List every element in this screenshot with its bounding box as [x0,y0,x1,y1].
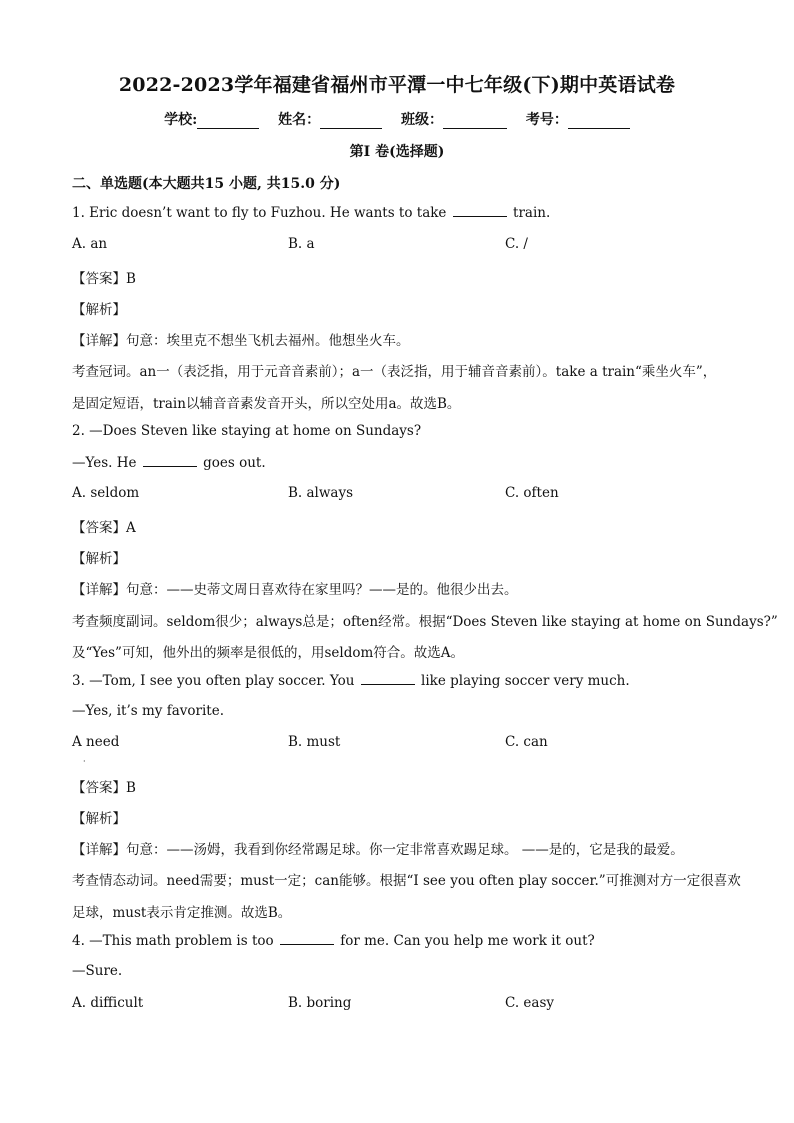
question-2-stem-1: 2. —Does Steven like staying at home on Sundays? [72,423,422,439]
volume-heading: 第I 卷(选择题) [349,144,445,160]
question-1-analysis: 【解析】 [72,302,126,318]
class-blank[interactable] [443,114,507,129]
question-3-text: 3. —Tom, I see you often play soccer. You [72,673,355,689]
question-4-option-c[interactable]: C. easy [505,995,555,1011]
question-2-option-a[interactable]: A. seldom [72,485,140,501]
question-2-analysis: 【解析】 [72,551,126,567]
question-4-blank [280,932,334,945]
number-label: 考号： [525,112,568,128]
question-3-answer: 【答案】B [72,780,136,796]
question-3-option-b[interactable]: B. must [288,734,341,750]
question-3-text-end: like playing soccer very much. [421,673,630,689]
question-1-answer: 【答案】B [72,271,136,287]
question-3-detail: 【详解】句意：——汤姆，我看到你经常踢足球。你一定非常喜欢踢足球。 ——是的，它是我的最爱。 [72,842,684,858]
question-2-text: —Yes. He [72,455,137,471]
question-4-option-a[interactable]: A. difficult [72,995,144,1011]
number-blank[interactable] [568,114,630,129]
question-3-stem-2: —Yes, it’s my favorite. [72,703,224,719]
section-heading: 二、单选题(本大题共15 小题, 共15.0 分) [72,176,341,192]
class-field [401,109,507,129]
question-3-option-c[interactable]: C. can [505,734,548,750]
question-1-option-c[interactable]: C. / [505,236,528,252]
question-4-stem-2: —Sure. [72,963,123,979]
name-label: 姓名： [278,112,321,128]
number-field [526,109,630,129]
question-2-answer: 【答案】A [72,520,136,536]
stray-dot-mark: · [83,757,86,766]
question-1-explanation-1: 考查冠词。an一（表泛指，用于元音音素前）；a一（表泛指，用于辅音音素前）。take a train“乘坐火车”， [72,364,717,380]
question-1-stem [72,204,550,221]
school-label: 学校: [164,112,198,128]
question-1-option-a[interactable]: A. an [72,236,108,252]
name-blank[interactable] [320,114,382,129]
question-2-option-b[interactable]: B. always [288,485,354,501]
question-3-stem-1 [72,672,630,689]
question-1-text: 1. Eric doesn’t want to fly to Fuzhou. He wants to take [72,205,447,221]
question-2-text-end: goes out. [203,455,266,471]
question-3-analysis: 【解析】 [72,811,126,827]
question-4-text-end: for me. Can you help me work it out? [340,933,595,949]
question-1-explanation-2: 是固定短语，train以辅音音素发音开头，所以空处用a。故选B。 [72,396,461,412]
name-field [278,109,382,129]
school-field [164,109,259,129]
question-2-option-c[interactable]: C. often [505,485,559,501]
question-1-detail: 【详解】句意：埃里克不想坐飞机去福州。他想坐火车。 [72,333,410,349]
page-title: 2022-2023学年福建省福州市平潭一中七年级(下)期中英语试卷 [118,74,676,96]
question-3-explanation-2: 足球，must表示肯定推测。故选B。 [72,905,292,921]
question-4-text: 4. —This math problem is too [72,933,274,949]
question-3-explanation-1: 考查情态动词。need需要；must一定；can能够。根据“I see you often play soccer.”可推测对方一定很喜欢 [72,873,741,889]
question-2-detail: 【详解】句意：——史蒂文周日喜欢待在家里吗？——是的。他很少出去。 [72,582,518,598]
question-2-explanation-1: 考查频度副词。seldom很少；always总是；often经常。根据“Does Steven like staying at home on Sundays?” [72,614,778,630]
question-3-blank [361,672,415,685]
question-1-option-b[interactable]: B. a [288,236,315,252]
school-blank[interactable] [197,114,259,129]
class-label: 班级： [401,112,444,128]
question-4-stem-1 [72,932,595,949]
student-info-row [0,109,794,129]
question-2-stem-2 [72,454,266,471]
question-3-option-a[interactable]: A need [72,734,120,750]
question-1-blank [453,204,507,217]
question-4-option-b[interactable]: B. boring [288,995,352,1011]
question-1-text-end: train. [513,205,551,221]
question-2-explanation-2: 及“Yes”可知，他外出的频率是很低的，用seldom符合。故选A。 [72,645,465,661]
question-2-blank [143,454,197,467]
